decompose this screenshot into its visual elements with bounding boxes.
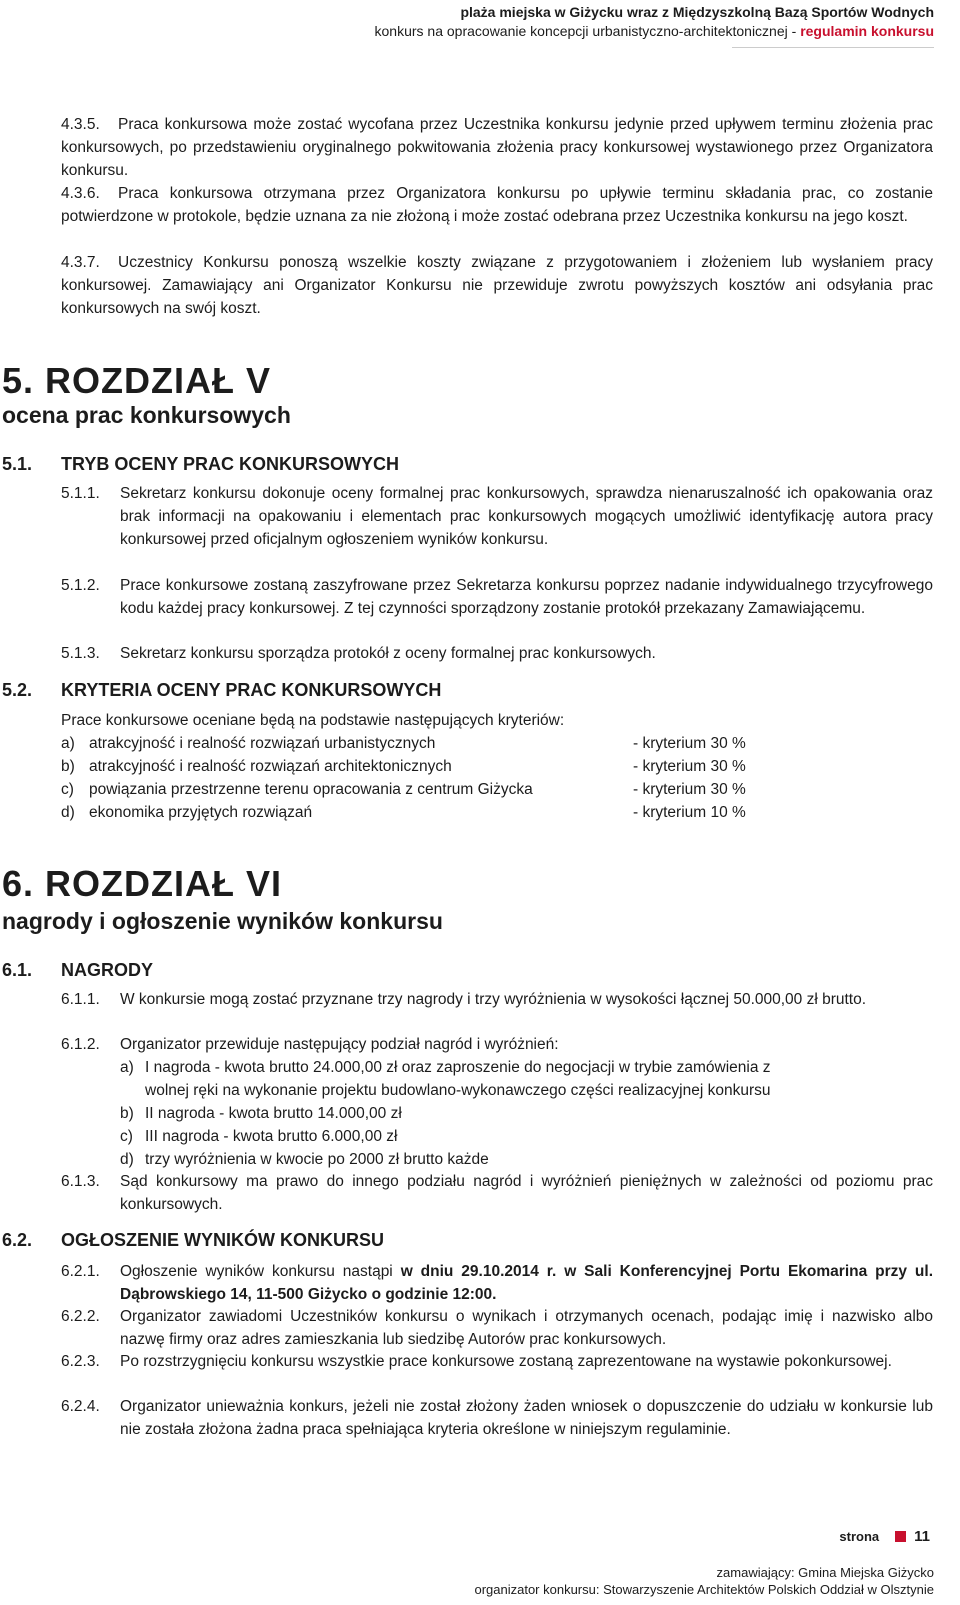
announcement-text: Ogłoszenie wyników konkursu nastąpi xyxy=(120,1263,401,1280)
clause-number: 6.2.3. xyxy=(61,1353,100,1370)
clause-text: Uczestnicy Konkursu ponoszą wszelkie koszty związane z przygotowaniem i złożeniem lub wysłaniem pracy konkursowej. Zamawiający ani Organizator Konkursu nie przewiduje zwrotu powyższych kosztów ani odsyłania prac konkursowych na swój koszt. xyxy=(61,254,933,317)
criteria-letter: c) xyxy=(61,781,74,798)
section-title: TRYB OCENY PRAC KONKURSOWYCH xyxy=(61,454,400,474)
criteria-weight: - kryterium 30 % xyxy=(633,758,746,775)
chapter-subtitle: ocena prac konkursowych xyxy=(2,402,291,428)
clause-number: 6.2.4. xyxy=(61,1398,100,1415)
section-title: KRYTERIA OCENY PRAC KONKURSOWYCH xyxy=(61,680,442,700)
criteria-letter: d) xyxy=(61,804,75,821)
clause-number: 4.3.6. xyxy=(61,185,100,202)
section-title: NAGRODY xyxy=(61,960,154,980)
chapter-title: 6. ROZDZIAŁ VI xyxy=(2,863,283,904)
criteria-text: powiązania przestrzenne terenu opracowania z centrum Giżycka xyxy=(89,781,533,798)
criteria-text: atrakcyjność i realność rozwiązań urbanistycznych xyxy=(89,735,436,752)
footer-organizer: organizator konkursu: Stowarzyszenie Architektów Polskich Oddział w Olsztynie xyxy=(474,1582,934,1597)
prize-letter: a) xyxy=(120,1059,134,1076)
criteria-intro: Prace konkursowe oceniane będą na podstawie następujących kryteriów: xyxy=(61,712,565,729)
clause-number: 6.1.2. xyxy=(61,1036,100,1053)
footer-client: zamawiający: Gmina Miejska Giżycko xyxy=(716,1565,934,1580)
clause-text: Organizator unieważnia konkurs, jeżeli nie został złożony żaden wniosek o dopuszczenie do udziału w konkursie lub nie została złożona żadna praca spełniająca kryteria określone w niniejszym regulaminie. xyxy=(120,1398,933,1438)
clause-number: 5.1.3. xyxy=(61,645,100,662)
clause-text: Prace konkursowe zostaną zaszyfrowane przez Sekretarza konkursu poprzez nadanie indywidualnego trzycyfrowego kodu każdej pracy konkursowej. Z tej czynności sporządzony zostanie protokół przekazany Zamawiającemu. xyxy=(120,577,933,617)
chapter-subtitle: nagrody i ogłoszenie wyników konkursu xyxy=(2,908,443,934)
prize-text-continued: wolnej ręki na wykonanie projektu budowlano-wykonawczego części realizacyjnej konkursu xyxy=(145,1082,771,1099)
clause-text: Organizator przewiduje następujący podział nagród i wyróżnień: xyxy=(120,1036,559,1053)
clause-number: 4.3.5. xyxy=(61,116,100,133)
section-number: 5.2. xyxy=(2,680,33,700)
section-number: 6.2. xyxy=(2,1230,33,1250)
clause-text: Praca konkursowa może zostać wycofana przez Uczestnika konkursu jedynie przed upływem terminu złożenia prac konkursowych, po przedstawieniu oryginalnego pokwitowania złożenia pracy konkursowej wystawionego przez Organizatora konkursu. xyxy=(61,116,933,179)
criteria-weight: - kryterium 10 % xyxy=(633,804,746,821)
header-divider xyxy=(732,47,934,48)
section-number: 6.1. xyxy=(2,960,33,980)
page-number: 11 xyxy=(914,1528,930,1545)
clause-number: 6.1.1. xyxy=(61,991,100,1008)
clause-number: 6.2.2. xyxy=(61,1308,100,1325)
page-label: strona xyxy=(839,1529,880,1544)
header-title: plaża miejska w Giżycku wraz z Międzyszkolną Bazą Sportów Wodnych xyxy=(460,4,934,20)
announcement-details: w dniu 29.10.2014 r. w Sali Konferencyjnej Portu Ekomarina przy ul. Dąbrowskiego 14, 11-500 Giżycko o godzinie 12:00. xyxy=(120,1263,934,1303)
prize-letter: c) xyxy=(120,1128,133,1145)
criteria-weight: - kryterium 30 % xyxy=(633,781,746,798)
section-number: 5.1. xyxy=(2,454,33,474)
clause-number: 4.3.7. xyxy=(61,254,100,271)
chapter-title: 5. ROZDZIAŁ V xyxy=(2,360,272,401)
clause-text: Sąd konkursowy ma prawo do innego podziału nagród i wyróżnień pieniężnych w zależności od poziomu prac konkursowych. xyxy=(120,1173,933,1213)
clause-number: 5.1.1. xyxy=(61,485,100,502)
clause-number: 5.1.2. xyxy=(61,577,100,594)
prize-text: III nagroda - kwota brutto 6.000,00 zł xyxy=(145,1128,398,1145)
clause-text xyxy=(120,1260,933,1306)
header-subtitle-highlight: regulamin konkursu xyxy=(800,23,934,39)
criteria-letter: b) xyxy=(61,758,75,775)
prize-text: I nagroda - kwota brutto 24.000,00 zł oraz zaproszenie do negocjacji w trybie zamówienia z xyxy=(145,1059,771,1076)
criteria-text: atrakcyjność i realność rozwiązań architektonicznych xyxy=(89,758,452,775)
section-title: OGŁOSZENIE WYNIKÓW KONKURSU xyxy=(61,1230,384,1250)
header-subtitle-prefix: konkurs na opracowanie koncepcji urbanistyczno-architektonicznej - xyxy=(374,23,801,39)
page-indicator xyxy=(839,1528,930,1545)
prize-letter: d) xyxy=(120,1151,134,1168)
prize-letter: b) xyxy=(120,1105,134,1122)
criteria-weight: - kryterium 30 % xyxy=(633,735,746,752)
clause-number: 6.1.3. xyxy=(61,1173,100,1190)
criteria-letter: a) xyxy=(61,735,75,752)
page-header xyxy=(375,3,934,40)
clause-text: Praca konkursowa otrzymana przez Organizatora konkursu po upływie terminu składania prac, co zostanie potwierdzone w protokole, będzie uznana za nie złożoną i może zostać odebrana przez Uczestnika konkursu na jego koszt. xyxy=(61,185,933,225)
clause-text: Sekretarz konkursu dokonuje oceny formalnej prac konkursowych, sprawdza nienaruszalność ich opakowania oraz brak informacji na opakowaniu i elementach prac konkursowych mogących umożliwić identyfikację autora pracy konkursowej przed oficjalnym ogłoszeniem wyników konkursu. xyxy=(120,485,933,548)
prize-text: trzy wyróżnienia w kwocie po 2000 zł brutto każde xyxy=(145,1151,489,1168)
prize-text: II nagroda - kwota brutto 14.000,00 zł xyxy=(145,1105,402,1122)
clause-number: 6.2.1. xyxy=(61,1263,100,1280)
page-marker-square-icon xyxy=(895,1531,906,1542)
clause-text: W konkursie mogą zostać przyznane trzy nagrody i trzy wyróżnienia w wysokości łącznej 50.000,00 zł brutto. xyxy=(120,991,867,1008)
clause-text: Po rozstrzygnięciu konkursu wszystkie prace konkursowe zostaną zaprezentowane na wystawie pokonkursowej. xyxy=(120,1353,892,1370)
criteria-text: ekonomika przyjętych rozwiązań xyxy=(89,804,313,821)
clause-text: Sekretarz konkursu sporządza protokół z oceny formalnej prac konkursowych. xyxy=(120,645,656,662)
header-subtitle xyxy=(375,22,934,40)
clause-text: Organizator zawiadomi Uczestników konkursu o wynikach i otrzymanych ocenach, podając imię i nazwisko albo nazwę firmy oraz adres zamieszkania lub siedzibę Autorów prac konkursowych. xyxy=(120,1308,933,1348)
